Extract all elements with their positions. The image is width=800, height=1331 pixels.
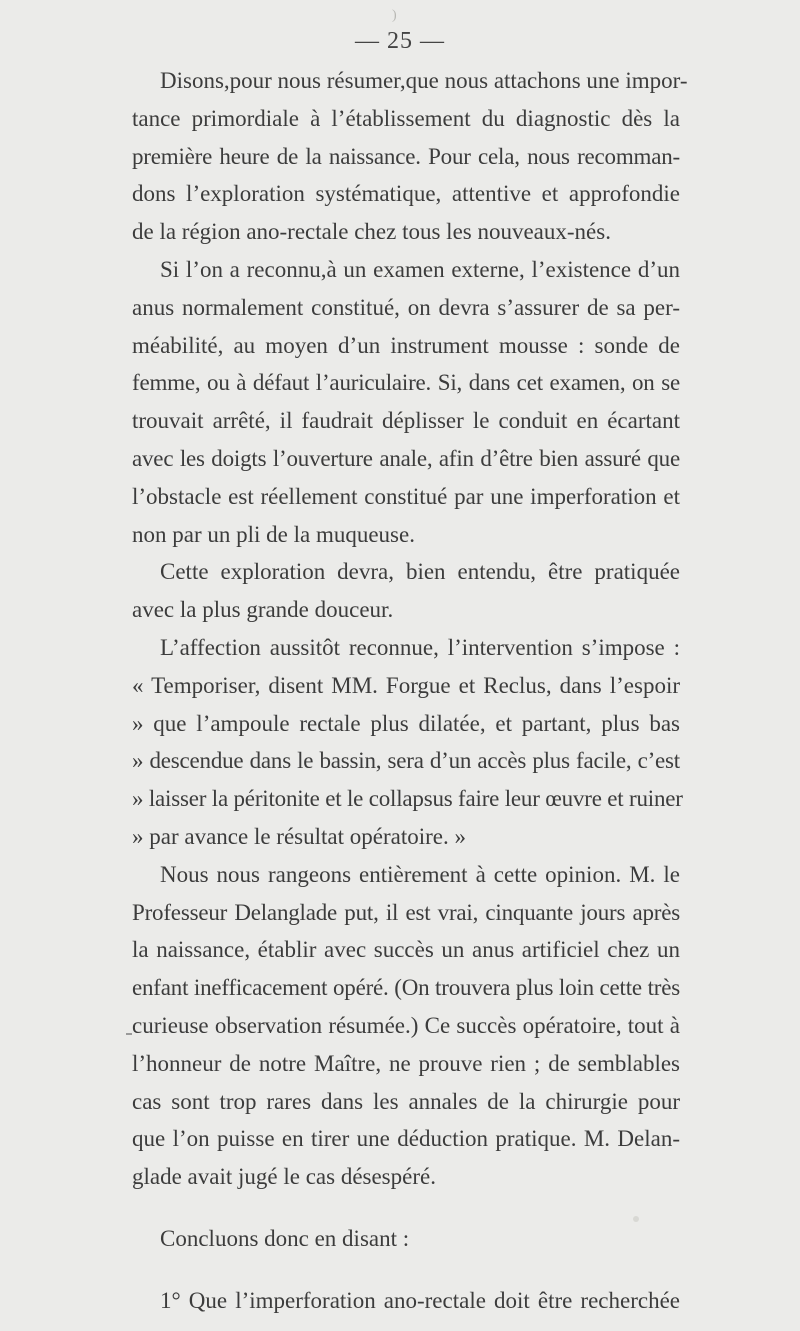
text-line: Concluons donc en disant : bbox=[160, 1225, 410, 1251]
text-line: première heure de la naissance. Pour cela, nous recomman- bbox=[132, 143, 680, 169]
text-line: cas sont trop rares dans les annales de la chirurgie pour bbox=[132, 1088, 680, 1114]
ink-spot bbox=[633, 1216, 639, 1222]
text-line: avec les doigts l’ouverture anale, afin d’être bien assuré que bbox=[132, 445, 680, 471]
text-line: anus normalement constitué, on devra s’assurer de sa per- bbox=[132, 294, 680, 320]
text-line: trouvait arrêté, il faudrait déplisser le conduit en écartant bbox=[132, 408, 680, 434]
text-line: L’affection aussitôt reconnue, l’intervention s’impose : bbox=[160, 634, 680, 660]
text-line: Cette exploration devra, bien entendu, être pratiquée bbox=[160, 559, 680, 585]
text-line: l’honneur de notre Maître, ne prouve rien ; de semblables bbox=[132, 1050, 680, 1076]
text-line: la naissance, établir avec succès un anus artificiel chez un bbox=[132, 937, 680, 963]
text-line: Professeur Delanglade put, il est vrai, cinquante jours après bbox=[132, 899, 680, 925]
text-line: tance primordiale à l’établissement du diagnostic dès la bbox=[132, 105, 680, 131]
text-line: glade avait jugé le cas désespéré. bbox=[132, 1164, 436, 1190]
text-line: » descendue dans le bassin, sera d’un accès plus facile, c’est bbox=[132, 748, 680, 774]
text-line: enfant inefficacement opéré. (On trouvera plus loin cette très bbox=[132, 975, 680, 1001]
page-number: — 25 — bbox=[355, 28, 445, 54]
text-line: non par un pli de la muqueuse. bbox=[132, 521, 415, 547]
text-line: l’obstacle est réellement constitué par une imperforation et bbox=[132, 483, 680, 509]
text-line: » que l’ampoule rectale plus dilatée, et partant, plus bas bbox=[132, 710, 680, 736]
margin-mark: ) bbox=[392, 8, 397, 23]
text-line: de la région ano-rectale chez tous les nouveaux-nés. bbox=[132, 219, 611, 245]
text-line: curieuse observation résumée.) Ce succès opératoire, tout à bbox=[132, 1012, 680, 1038]
text-line: Disons,pour nous résumer,que nous attachons une impor- bbox=[160, 68, 688, 93]
text-line: Nous nous rangeons entièrement à cette opinion. M. le bbox=[160, 861, 680, 887]
text-line: méabilité, au moyen d’un instrument mousse : sonde de bbox=[132, 332, 680, 358]
text-line: Si l’on a reconnu,à un examen externe, l’existence d’un bbox=[160, 256, 680, 282]
text-line: avec la plus grande douceur. bbox=[132, 597, 394, 623]
body-text bbox=[132, 62, 688, 1320]
text-line: dons l’exploration systématique, attentive et approfondie bbox=[132, 181, 680, 207]
margin-dash bbox=[126, 1033, 132, 1035]
text-line: « Temporiser, disent MM. Forgue et Reclus, dans l’espoir bbox=[132, 672, 680, 698]
text-line: femme, ou à défaut l’auriculaire. Si, dans cet examen, on se bbox=[132, 370, 680, 396]
text-line: 1° Que l’imperforation ano-rectale doit être recherchée bbox=[160, 1287, 680, 1313]
text-line: que l’on puisse en tirer une déduction pratique. M. Delan- bbox=[132, 1126, 680, 1152]
text-line: » par avance le résultat opératoire. » bbox=[132, 823, 466, 849]
text-line: » laisser la péritonite et le collapsus faire leur œuvre et ruiner bbox=[132, 786, 683, 812]
